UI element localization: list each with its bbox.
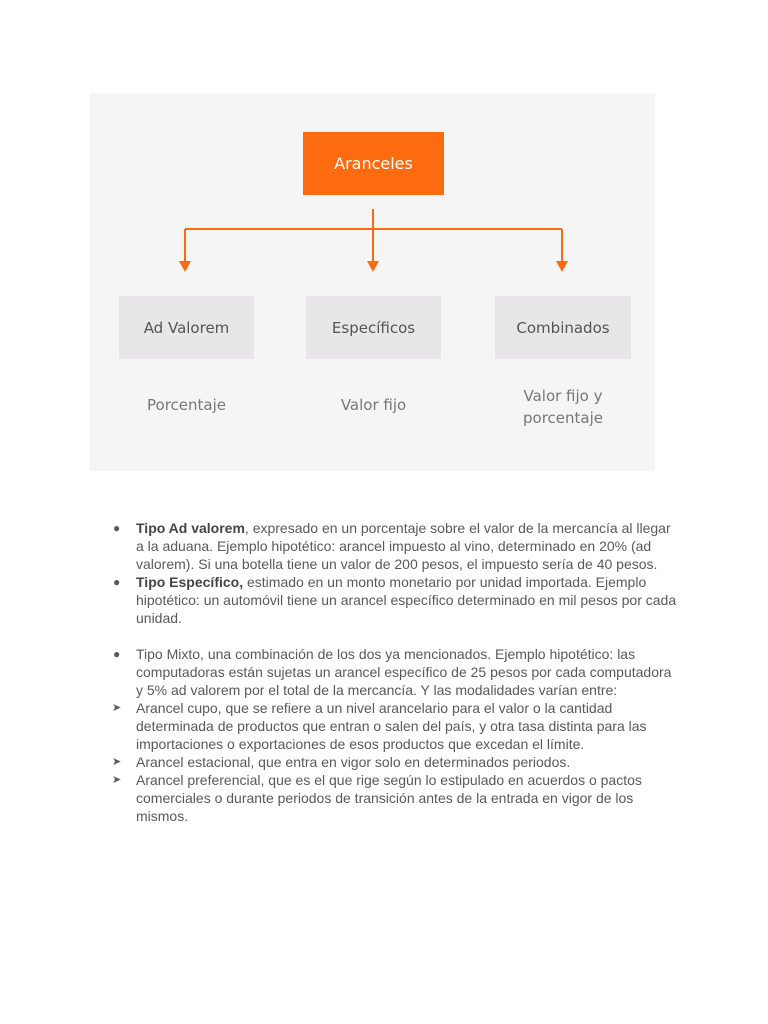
item-title: Tipo Específico, — [136, 574, 244, 590]
bullet-dot-icon: ● — [113, 575, 121, 589]
item-title: Tipo Ad valorem — [136, 520, 245, 536]
aranceles-box — [303, 132, 444, 195]
combinados-label: Combinados — [516, 318, 610, 337]
list-item — [111, 753, 681, 771]
tariff-diagram — [90, 93, 655, 471]
modalities-list — [111, 699, 681, 825]
arrow-bullet-icon: ➤ — [112, 702, 122, 714]
ad-valorem-label: Ad Valorem — [143, 318, 230, 337]
list-item — [111, 573, 681, 627]
modality-text: Arancel cupo, que se refiere a un nivel arancelario para el valor o la cantidad determinada de productos que entran o salen del país, y otra tasa distinta para las importaciones o exportaciones de esos productos que excedan el límite. — [136, 700, 647, 752]
tariff-types-list — [111, 519, 681, 699]
especificos-box — [306, 296, 441, 359]
ad-valorem-caption: Porcentaje — [147, 396, 226, 414]
combinados-caption-line2: porcentaje — [523, 409, 603, 427]
arrow-bullet-icon: ➤ — [112, 774, 122, 786]
arrow-bullet-icon: ➤ — [112, 756, 122, 768]
item-text: estimado en un monto monetario por unidad importada. Ejemplo hipotético: un automóvil tiene un arancel específico determinado en mil pesos por cada unidad. — [136, 574, 677, 626]
combinados-caption — [495, 385, 631, 429]
modality-text: Arancel preferencial, que es el que rige según lo estipulado en acuerdos o pactos comerciales o durante periodos de transición antes de la entrada en vigor de los mismos. — [136, 772, 642, 824]
item-text: , expresado en un porcentaje sobre el valor de la mercancía al llegar a la aduana. Ejemplo hipotético: arancel impuesto al vino, determinado en 20% (ad valorem). Si una botella tiene un valor de 200 pesos, el impuesto sería de 40 pesos. — [136, 520, 671, 572]
bullet-dot-icon: ● — [113, 647, 121, 661]
list-item — [111, 699, 681, 753]
ad-valorem-box — [119, 296, 254, 359]
combinados-box — [495, 296, 631, 359]
aranceles-label: Aranceles — [334, 154, 413, 173]
list-item — [111, 519, 681, 573]
modality-text: Arancel estacional, que entra en vigor solo en determinados periodos. — [136, 754, 571, 770]
bullet-dot-icon: ● — [113, 521, 121, 535]
list-item — [111, 771, 681, 825]
item-text: Tipo Mixto, una combinación de los dos ya mencionados. Ejemplo hipotético: las computadoras están sujetas un arancel específico de 25 pesos por cada computadora y 5% ad valorem por el total de la mercancía. Y las modalidades varían entre: — [136, 646, 672, 698]
tariff-description — [111, 519, 681, 825]
especificos-caption: Valor fijo — [340, 396, 407, 414]
list-item — [111, 645, 681, 699]
especificos-label: Específicos — [331, 318, 416, 337]
combinados-caption-line1: Valor fijo y — [523, 387, 603, 405]
